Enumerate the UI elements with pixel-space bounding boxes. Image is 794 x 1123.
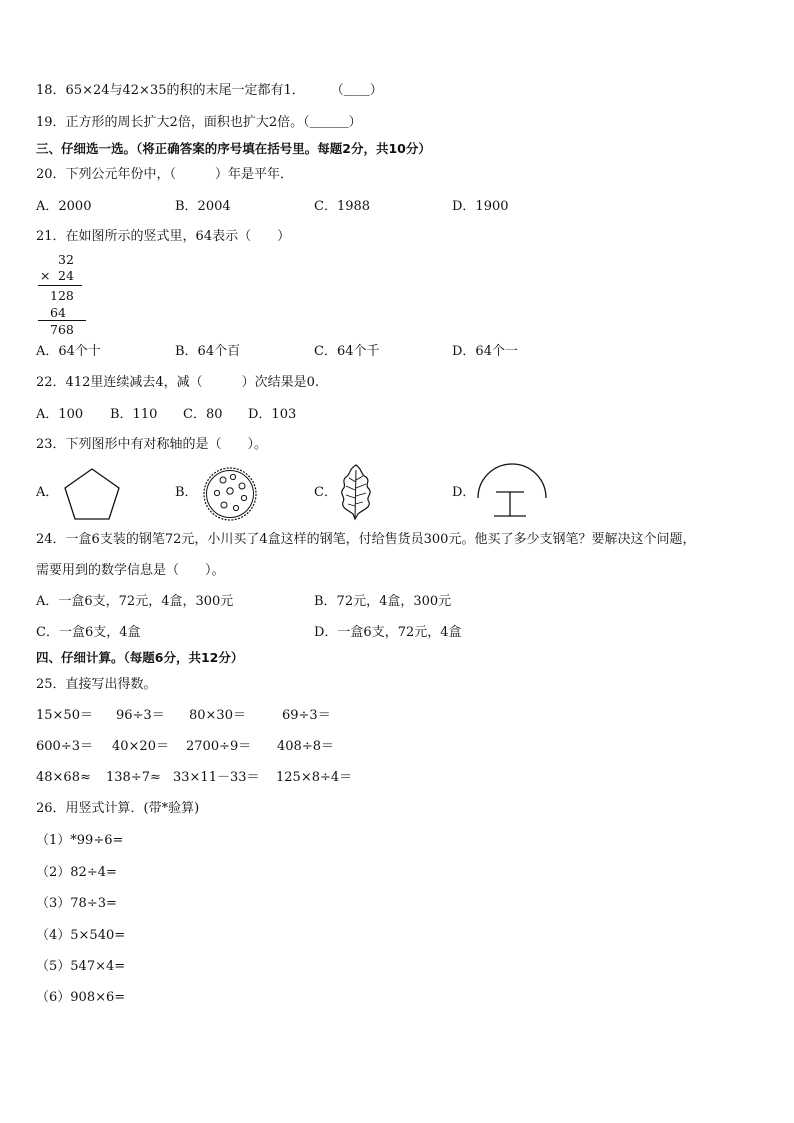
q20-option-a: A．2000 [36,199,92,214]
vertical-multiplication [36,252,96,338]
question-20-stem: 20．下列公元年份中，（ ）年是平年． [36,167,294,182]
leaf-icon [338,462,374,522]
calc-result: 768 [50,322,74,337]
q22-option-c: C．80 [183,407,223,422]
q23-label-b: B． [175,485,198,500]
question-24-stem-line1: 24．一盒6支装的钢笔72元，小川买了4盒这样的钢笔，付给售货员300元。他买了多少支钢笔？要解决这个问题， [36,532,696,547]
q20-option-c: C．1988 [314,199,371,214]
question-23-stem: 23．下列图形中有对称轴的是（ ）。 [36,437,268,452]
question-19: 19．正方形的周长扩大2倍，面积也扩大2倍。（＿＿＿） [36,115,362,130]
arch-icon [474,462,550,522]
calc-multiplicand: 32 [58,252,74,267]
question-18: 18．65×24与42×35的积的末尾一定都有1． （＿＿） [36,83,383,98]
q22-option-d: D．103 [248,407,297,422]
q25-r3-c1: 48×68≈ [36,770,91,785]
q25-r2-c1: 600÷3＝ [36,739,93,754]
q21-option-c: C．64个千 [314,344,380,359]
q25-r2-c4: 408÷8＝ [277,739,334,754]
q25-r3-c3: 33×11－33＝ [173,770,260,785]
q24-option-a: A．一盒6支，72元，4盒，300元 [36,594,234,609]
q25-r3-c2: 138÷7≈ [106,770,161,785]
calc-line-2 [38,320,86,321]
q26-item-3: （3）78÷3= [36,896,117,911]
q24-option-c: C．一盒6支，4盒 [36,625,141,640]
q22-option-a: A．100 [36,407,84,422]
q21-option-b: B．64个百 [175,344,241,359]
section-3-heading: 三、仔细选一选。（将正确答案的序号填在括号里。每题2分，共10分） [36,141,431,156]
q24-option-d: D．一盒6支，72元，4盒 [314,625,462,640]
calc-times-sign: × [40,268,51,283]
q25-r1-c2: 96÷3＝ [116,708,165,723]
q25-r1-c1: 15×50＝ [36,708,93,723]
pentagon-icon [62,466,122,522]
q25-r2-c3: 2700÷9＝ [186,739,252,754]
calc-partial-product-1: 128 [50,288,74,303]
q21-option-d: D．64个一 [452,344,518,359]
section-4-heading: 四、仔细计算。（每题6分，共12分） [36,650,244,665]
question-24-stem-line2: 需要用到的数学信息是（ ）。 [36,563,225,578]
calc-partial-product-2: 64 [50,305,66,320]
q25-r2-c2: 40×20＝ [112,739,169,754]
question-25-stem: 25．直接写出得数。 [36,677,157,692]
q23-label-c: C． [314,485,337,500]
question-26-stem: 26．用竖式计算．(带*验算) [36,801,200,816]
q23-label-d: D． [452,485,476,500]
question-21-stem: 21．在如图所示的竖式里，64表示（ ） [36,229,291,244]
q25-r3-c4: 125×8÷4＝ [276,770,353,785]
q24-option-b: B．72元，4盒，300元 [314,594,452,609]
q26-item-2: （2）82÷4= [36,865,117,880]
q25-r1-c4: 69÷3＝ [282,708,331,723]
q23-label-a: A． [36,485,59,500]
q20-option-d: D．1900 [452,199,509,214]
q22-option-b: B．110 [110,407,158,422]
calc-line-1 [38,285,82,286]
q25-r1-c3: 80×30＝ [189,708,246,723]
q26-item-4: （4）5×540= [36,928,126,943]
calc-multiplier: 24 [58,268,74,283]
q21-option-a: A．64个十 [36,344,101,359]
q26-item-6: （6）908×6= [36,990,126,1005]
q26-item-5: （5）547×4= [36,959,126,974]
q26-item-1: （1）*99÷6= [36,833,124,848]
q20-option-b: B．2004 [175,199,231,214]
dotted-circle-icon [200,464,260,524]
question-22-stem: 22．412里连续减去4，减（ ）次结果是0. [36,375,320,390]
